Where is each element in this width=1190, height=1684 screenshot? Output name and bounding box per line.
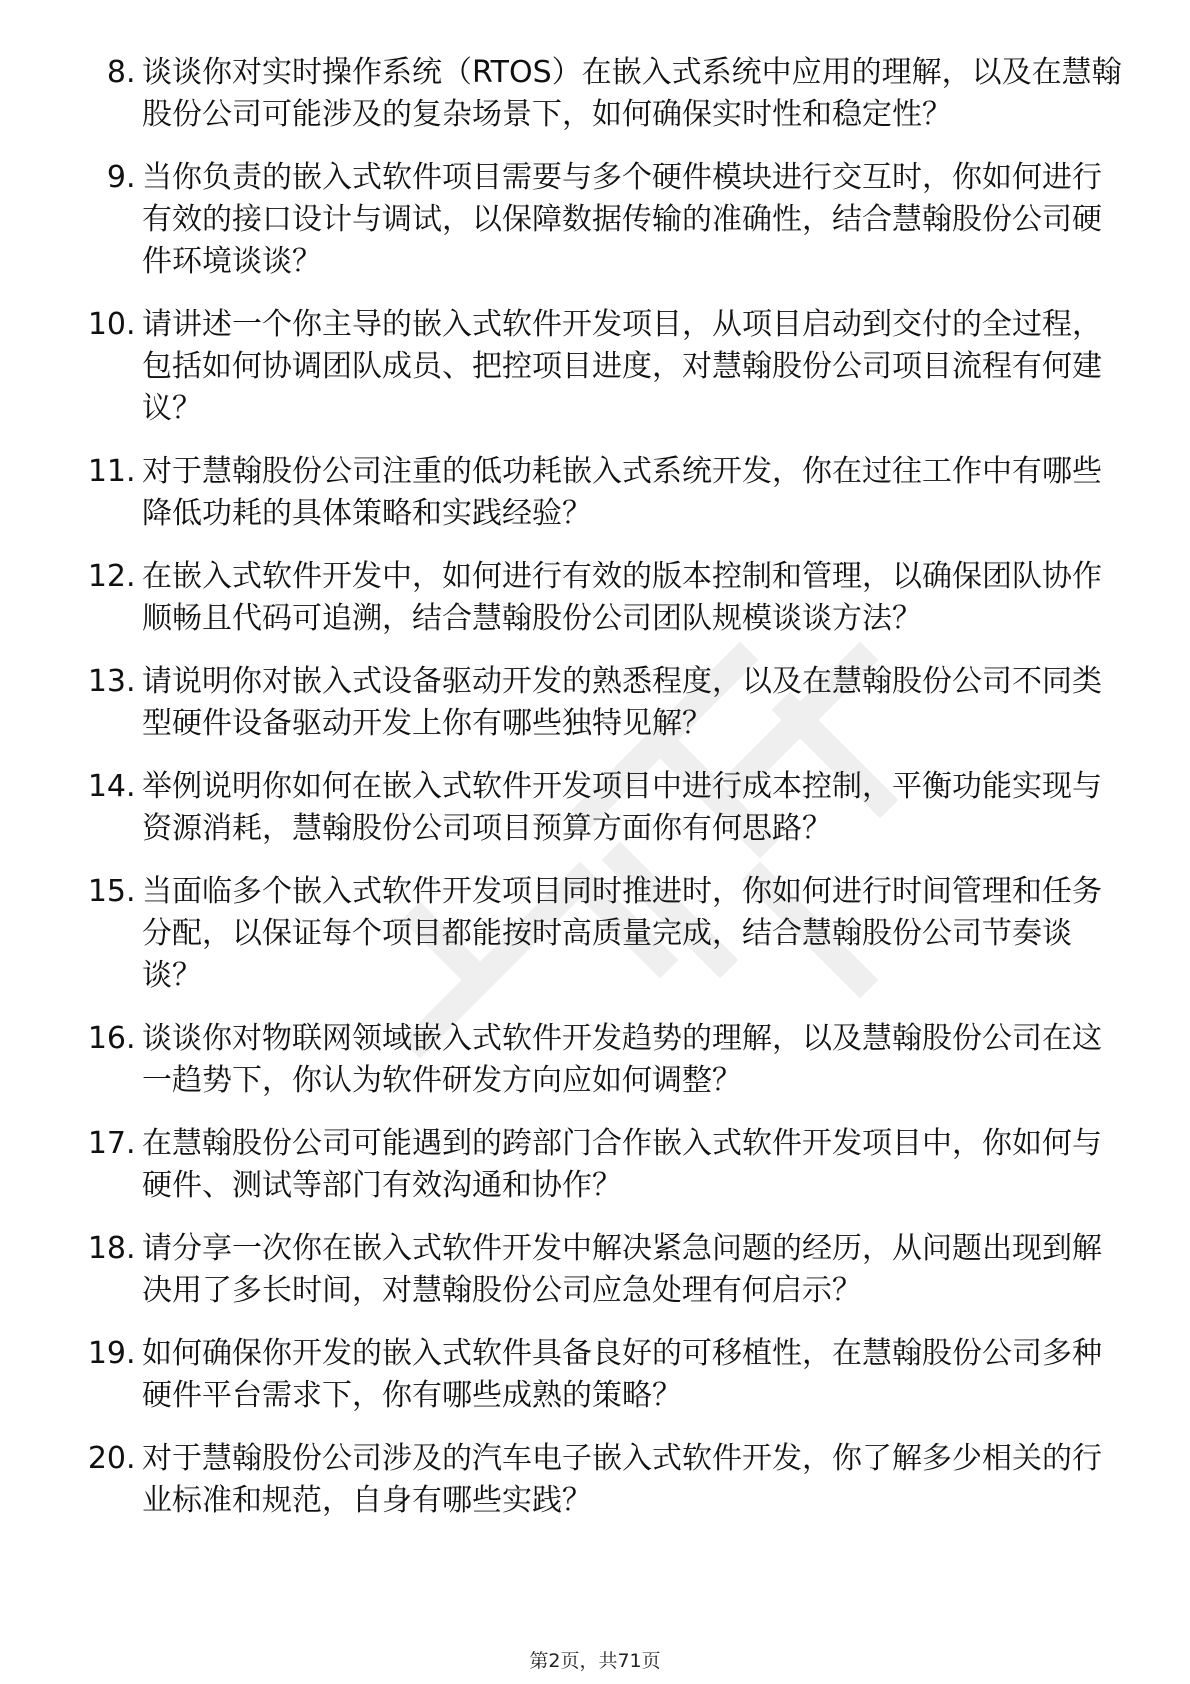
question-number: 12 bbox=[87, 559, 126, 594]
question-text: 在慧翰股份公司可能遇到的跨部门合作嵌入式软件开发项目中，你如何与硬件、测试等部门有效沟通和协作？ bbox=[142, 1126, 1102, 1203]
page-number-footer: 第2页，共71页 bbox=[529, 1650, 661, 1672]
list-item: 15 . 当面临多个嵌入式软件开发项目同时推进时，你如何进行时间管理和任务分配，以保证每个项目都能按时高质量完成，结合慧翰股份公司节奏谈谈？ bbox=[70, 871, 1130, 997]
question-text: 谈谈你对物联网领域嵌入式软件开发趋势的理解，以及慧翰股份公司在这一趋势下，你认为软件研发方向应如何调整？ bbox=[142, 1021, 1102, 1098]
list-item: 14 . 举例说明你如何在嵌入式软件开发项目中进行成本控制，平衡功能实现与资源消耗，慧翰股份公司项目预算方面你有何思路？ bbox=[70, 766, 1130, 850]
question-number: 8 bbox=[106, 55, 126, 90]
question-text: 举例说明你如何在嵌入式软件开发项目中进行成本控制，平衡功能实现与资源消耗，慧翰股份公司项目预算方面你有何思路？ bbox=[142, 769, 1102, 846]
question-text: 对于慧翰股份公司涉及的汽车电子嵌入式软件开发，你了解多少相关的行业标准和规范，自身有哪些实践？ bbox=[142, 1441, 1102, 1518]
list-item: 12 . 在嵌入式软件开发中，如何进行有效的版本控制和管理，以确保团队协作顺畅且代码可追溯，结合慧翰股份公司团队规模谈谈方法？ bbox=[70, 556, 1130, 640]
list-item: 13 . 请说明你对嵌入式设备驱动开发的熟悉程度，以及在慧翰股份公司不同类型硬件设备驱动开发上你有哪些独特见解？ bbox=[70, 661, 1130, 745]
question-number: 15 bbox=[87, 874, 126, 909]
list-item: 8 . 谈谈你对实时操作系统（RTOS）在嵌入式系统中应用的理解，以及在慧翰股份公司可能涉及的复杂场景下，如何确保实时性和稳定性？ bbox=[70, 52, 1130, 136]
question-text: 当你负责的嵌入式软件项目需要与多个硬件模块进行交互时，你如何进行有效的接口设计与调试，以保障数据传输的准确性，结合慧翰股份公司硬件环境谈谈？ bbox=[142, 160, 1102, 279]
list-item: 16 . 谈谈你对物联网领域嵌入式软件开发趋势的理解，以及慧翰股份公司在这一趋势下，你认为软件研发方向应如何调整？ bbox=[70, 1018, 1130, 1102]
question-number: 18 bbox=[87, 1231, 126, 1266]
question-text: 对于慧翰股份公司注重的低功耗嵌入式系统开发，你在过往工作中有哪些降低功耗的具体策略和实践经验？ bbox=[142, 454, 1102, 531]
question-number: 16 bbox=[87, 1021, 126, 1056]
question-number: 11 bbox=[87, 454, 126, 489]
question-text: 如何确保你开发的嵌入式软件具备良好的可移植性，在慧翰股份公司多种硬件平台需求下，你有哪些成熟的策略？ bbox=[142, 1336, 1102, 1413]
question-number: 20 bbox=[87, 1441, 126, 1476]
list-item: 9 . 当你负责的嵌入式软件项目需要与多个硬件模块进行交互时，你如何进行有效的接口设计与调试，以保障数据传输的准确性，结合慧翰股份公司硬件环境谈谈？ bbox=[70, 157, 1130, 283]
question-list bbox=[70, 52, 1130, 1543]
question-text: 请说明你对嵌入式设备驱动开发的熟悉程度，以及在慧翰股份公司不同类型硬件设备驱动开发上你有哪些独特见解？ bbox=[142, 664, 1102, 741]
question-number: 19 bbox=[87, 1336, 126, 1371]
list-item: 10 . 请讲述一个你主导的嵌入式软件开发项目，从项目启动到交付的全过程，包括如何协调团队成员、把控项目进度，对慧翰股份公司项目流程有何建议？ bbox=[70, 304, 1130, 430]
question-text: 请分享一次你在嵌入式软件开发中解决紧急问题的经历，从问题出现到解决用了多长时间，对慧翰股份公司应急处理有何启示？ bbox=[142, 1231, 1102, 1308]
list-item: 20 . 对于慧翰股份公司涉及的汽车电子嵌入式软件开发，你了解多少相关的行业标准和规范，自身有哪些实践？ bbox=[70, 1438, 1130, 1522]
list-item: 18 . 请分享一次你在嵌入式软件开发中解决紧急问题的经历，从问题出现到解决用了多长时间，对慧翰股份公司应急处理有何启示？ bbox=[70, 1228, 1130, 1312]
question-text: 谈谈你对实时操作系统（RTOS）在嵌入式系统中应用的理解，以及在慧翰股份公司可能涉及的复杂场景下，如何确保实时性和稳定性？ bbox=[142, 55, 1122, 132]
question-text: 在嵌入式软件开发中，如何进行有效的版本控制和管理，以确保团队协作顺畅且代码可追溯，结合慧翰股份公司团队规模谈谈方法？ bbox=[142, 559, 1102, 636]
question-number: 10 bbox=[87, 307, 126, 342]
question-text: 请讲述一个你主导的嵌入式软件开发项目，从项目启动到交付的全过程，包括如何协调团队成员、把控项目进度，对慧翰股份公司项目流程有何建议？ bbox=[142, 307, 1102, 426]
list-item: 11 . 对于慧翰股份公司注重的低功耗嵌入式系统开发，你在过往工作中有哪些降低功耗的具体策略和实践经验？ bbox=[70, 451, 1130, 535]
list-item: 19 . 如何确保你开发的嵌入式软件具备良好的可移植性，在慧翰股份公司多种硬件平台需求下，你有哪些成熟的策略？ bbox=[70, 1333, 1130, 1417]
question-number: 9 bbox=[106, 160, 126, 195]
question-text: 当面临多个嵌入式软件开发项目同时推进时，你如何进行时间管理和任务分配，以保证每个项目都能按时高质量完成，结合慧翰股份公司节奏谈谈？ bbox=[142, 874, 1102, 993]
question-number: 17 bbox=[87, 1126, 126, 1161]
question-number: 14 bbox=[87, 769, 126, 804]
list-item: 17 . 在慧翰股份公司可能遇到的跨部门合作嵌入式软件开发项目中，你如何与硬件、测试等部门有效沟通和协作？ bbox=[70, 1123, 1130, 1207]
question-number: 13 bbox=[87, 664, 126, 699]
